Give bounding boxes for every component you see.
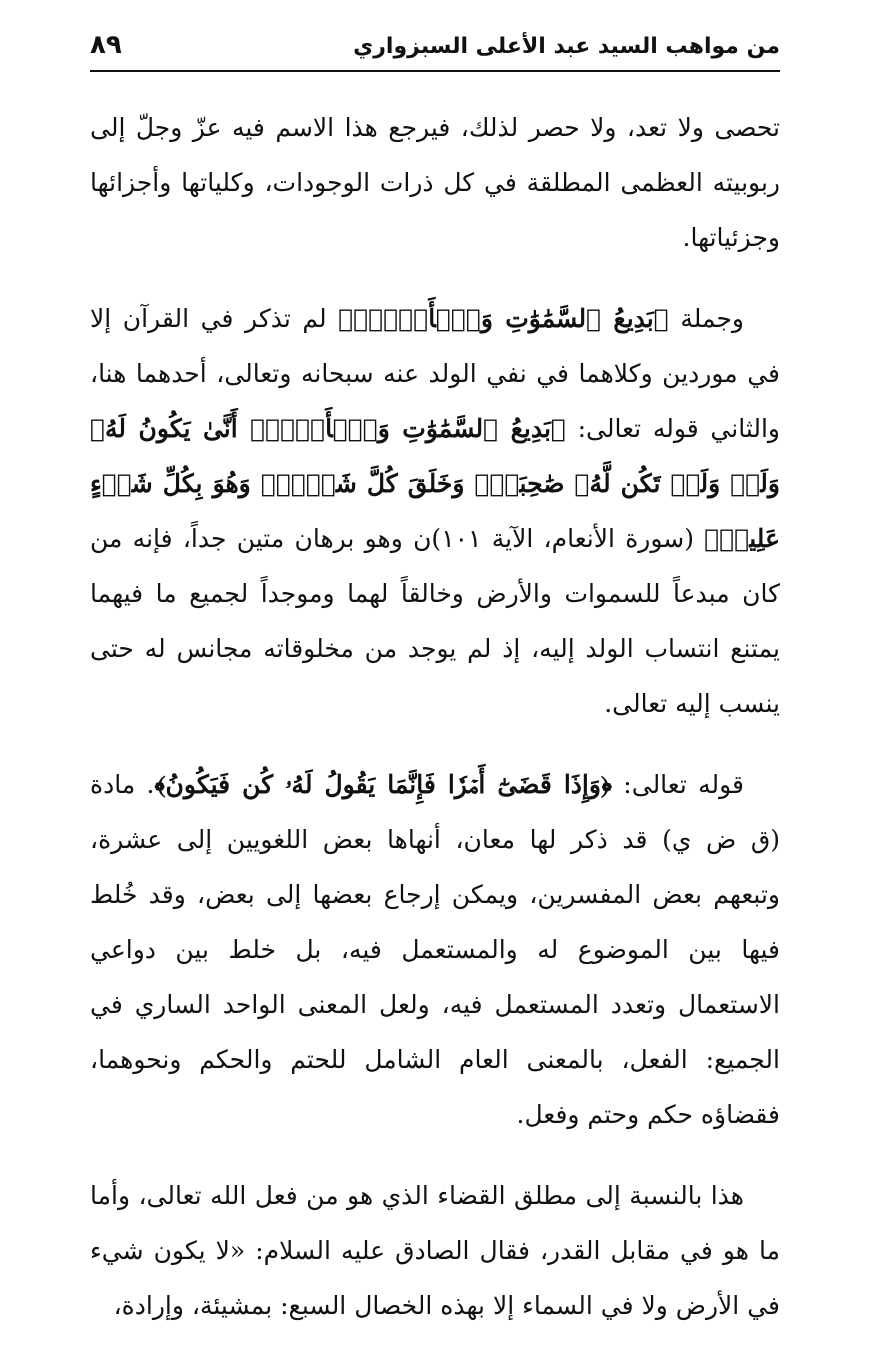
page-number: ٨٩ [90,30,122,60]
running-title: من مواهب السيد عبد الأعلى السبزواري [353,34,780,59]
paragraph-text-after: (سورة الأنعام، الآية ١٠١)ن وهو برهان متين جداً، فإنه من كان مبدعاً للسموات والأرض وخالقاً لهما وموجداً لجميع ما فيهما يمتنع انتساب الولد إليه، إذ لم يوجد من مخلوقاته مجانس له حتى ينسب إليه تعالى. [90,524,780,718]
paragraph-text-middle: لم تذكر في القرآن إلا في موردين وكلاهما في نفي الولد عنه سبحانه وتعالى، أحدهما هنا، والثاني قوله تعالى: [90,304,781,443]
paragraph-text: تحصى ولا تعد، ولا حصر لذلك، فيرجع هذا الاسم فيه عزّ وجلّ إلى ربوبيته العظمى المطلقة في كل ذرات الوجودات، وكلياتها وأجزائها وجزئياتها. [90,113,780,252]
paragraph-text-after: . مادة (ق ض ي) قد ذكر لها معان، أنهاها بعض اللغويين إلى عشرة، وتبعهم بعض المفسرين، ويمكن إرجاع بعضها إلى بعض، وقد خُلط فيها بين الموضوع له والمستعمل فيه، بل خلط بين دواعي الاستعمال وتعدد المستعمل فيه، ولعل المعنى الواحد الساري في الجميع: الفعل، بالمعنى العام الشامل للحتم والحكم ونحوهما، فقضاؤه حكم وحتم وفعل. [90,770,780,1129]
quran-verse-1: ﴿بَدِيعُ ٱلسَّمَٰوَٰتِ وَٱلۡأَرۡضِۖ﴾ [338,304,669,333]
paragraph-text-before: وجملة [668,304,744,333]
quran-verse-3: ﴿وَإِذَا قَضَىٰٓ أَمۡرٗا فَإِنَّمَا يَقُولُ لَهُۥ كُن فَيَكُونُ﴾ [154,770,613,799]
page-body [90,100,780,1359]
paragraph-text-before: قوله تعالى: [612,770,744,799]
paragraph-4 [90,1168,780,1333]
paragraph-1 [90,100,780,265]
paragraph-2 [90,291,780,731]
paragraph-3 [90,757,780,1142]
quran-verse-2: ﴿بَدِيعُ ٱلسَّمَٰوَٰتِ وَٱلۡأَرۡضِۖ أَنَّىٰ يَكُونُ لَهُۥ وَلَدٞ وَلَمۡ تَكُن لَّهُۥ صَٰحِبَةٞۖ وَخَلَقَ كُلَّ شَيۡءٖۖ وَهُوَ بِكُلِّ شَيۡءٍ عَلِيمٞ﴾ [90,414,780,553]
paragraph-text: هذا بالنسبة إلى مطلق القضاء الذي هو من فعل الله تعالى، وأما ما هو في مقابل القدر، فقال الصادق عليه السلام: «لا يكون شيء في الأرض ولا في السماء إلا بهذه الخصال السبع: بمشيئة، وإرادة، [90,1181,780,1320]
page-header [90,28,780,72]
